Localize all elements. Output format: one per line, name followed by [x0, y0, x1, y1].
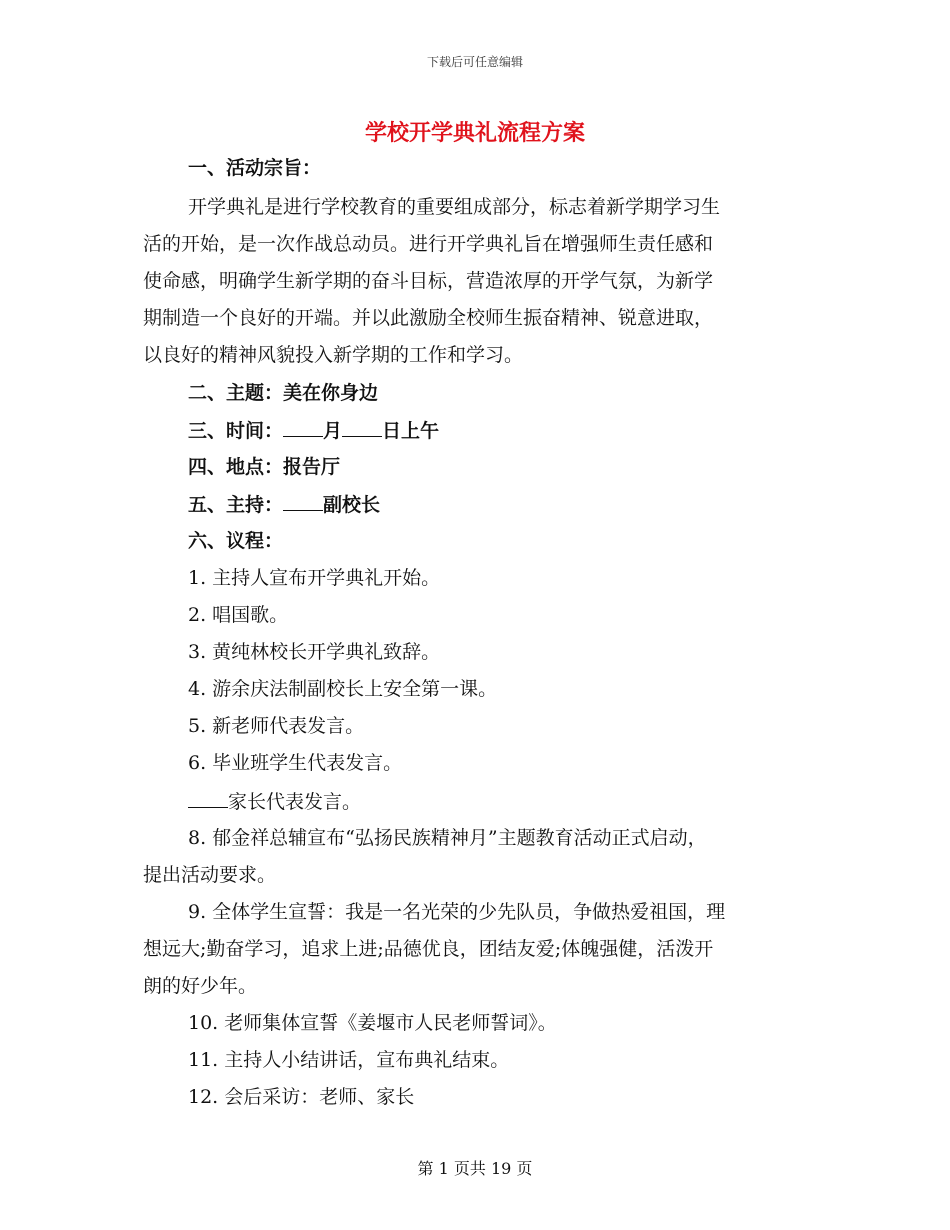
agenda-item: 4. 游余庆法制副校长上安全第一课。 [188, 678, 498, 700]
section1-para-line: 使命感，明确学生新学期的奋斗目标，营造浓厚的开学气氛，为新学 [143, 270, 714, 292]
section1-para-line: 开学典礼是进行学校教育的重要组成部分，标志着新学期学习生 [188, 196, 721, 218]
section1-para-line: 活的开始，是一次作战总动员。进行开学典礼旨在增强师生责任感和 [143, 233, 714, 255]
page-header: 下载后可任意编辑 [426, 55, 523, 69]
page-footer: 第 1 页共 19 页 [417, 1159, 533, 1178]
item7-blank [188, 789, 228, 808]
agenda-item: 6. 毕业班学生代表发言。 [188, 752, 403, 774]
agenda-item-8: 8. 郁金祥总辅宣布“弘扬民族精神月”主题教育活动正式启动， [188, 827, 707, 849]
host-label: 五、主持： [188, 494, 284, 516]
item7-text: 家长代表发言。 [228, 791, 362, 813]
month-label: 月 [323, 420, 343, 442]
agenda-item: 3. 黄纯林校长开学典礼致辞。 [188, 641, 441, 663]
agenda-item-9-cont: 朗的好少年。 [143, 975, 258, 997]
host-blank [283, 492, 323, 511]
section5-host [188, 492, 380, 517]
agenda-item-9-cont: 想远大;勤奋学习，追求上进;品德优良，团结友爱;体魄强健，活泼开 [143, 938, 714, 960]
day-label: 日上午 [382, 420, 440, 442]
time-label: 三、时间： [188, 420, 284, 442]
agenda-item: 11. 主持人小结讲话，宣布典礼结束。 [188, 1049, 510, 1071]
agenda-item: 5. 新老师代表发言。 [188, 715, 365, 737]
section4-location: 四、地点：报告厅 [188, 456, 341, 478]
section1-para-line: 以良好的精神风貌投入新学期的工作和学习。 [143, 344, 524, 366]
document-title: 学校开学典礼流程方案 [364, 120, 585, 146]
agenda-item-8-cont: 提出活动要求。 [143, 864, 277, 886]
agenda-item: 10. 老师集体宣誓《姜堰市人民老师誓词》。 [188, 1012, 557, 1034]
agenda-item: 1. 主持人宣布开学典礼开始。 [188, 567, 441, 589]
agenda-item: 12. 会后采访：老师、家长 [188, 1086, 415, 1108]
section1-para-line: 期制造一个良好的开端。并以此激励全校师生振奋精神、锐意进取， [143, 307, 714, 329]
agenda-item-9: 9. 全体学生宣誓：我是一名光荣的少先队员，争做热爱祖国，理 [188, 901, 726, 923]
section6-agenda-heading: 六、议程： [188, 530, 284, 552]
section3-time [188, 418, 439, 443]
day-blank [342, 418, 382, 437]
host-title: 副校长 [323, 494, 381, 516]
month-blank [283, 418, 323, 437]
section1-heading: 一、活动宗旨： [188, 157, 322, 179]
agenda-item: 2. 唱国歌。 [188, 604, 289, 626]
section2-theme: 二、主题：美在你身边 [188, 382, 379, 404]
agenda-item-7 [188, 789, 361, 814]
